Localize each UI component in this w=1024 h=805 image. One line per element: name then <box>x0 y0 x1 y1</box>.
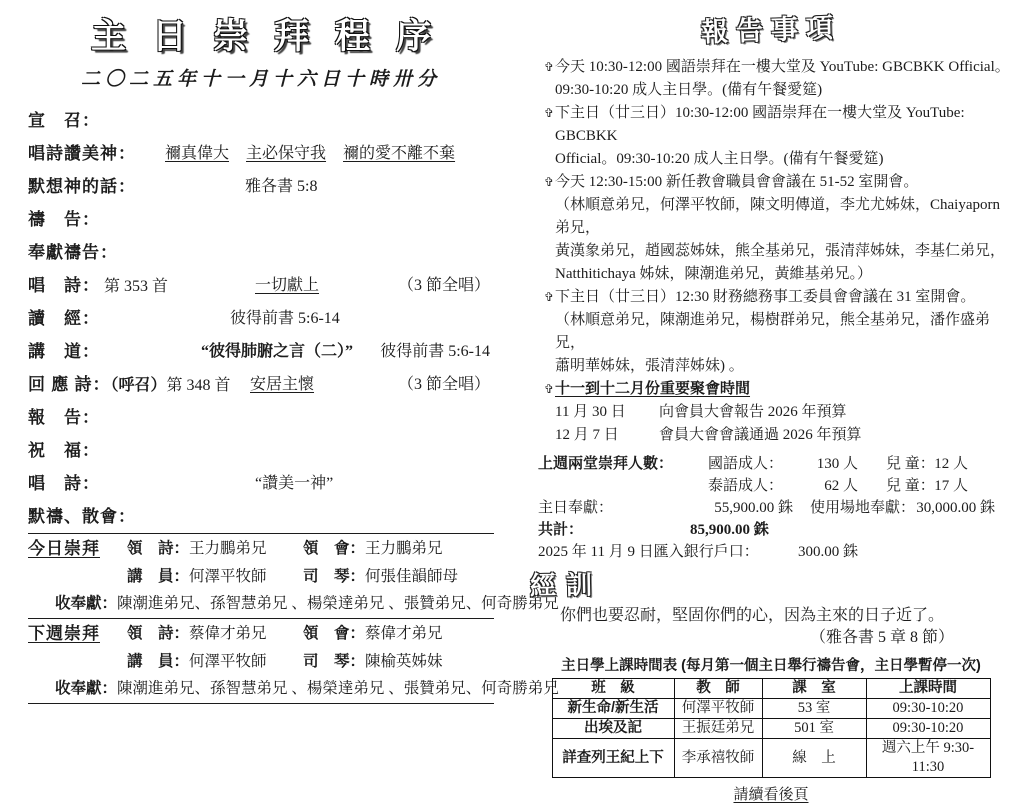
hymn-title: 禰的愛不離不棄 <box>343 145 456 162</box>
ushers: 收奉獻：陳潮進弟兄、孫智慧弟兄 、楊榮達弟兄 、張贊弟兄、何奇勝弟兄 <box>55 680 559 697</box>
announcements-list <box>528 56 1014 447</box>
announcement-item <box>528 286 1014 378</box>
rota-next-week <box>28 619 559 703</box>
sunday-school-title: 主日學上課時間表 (每月第一個主日舉行禱告會，主日學暫停一次) <box>561 658 981 674</box>
class-teacher: 李承禧牧師 <box>674 739 762 778</box>
report-label: 報 告： <box>28 408 100 427</box>
program-row-meditation <box>28 170 494 203</box>
worship-order-column <box>28 14 559 704</box>
col-header-class: 班 級 <box>552 679 674 699</box>
announcements-column <box>528 10 1014 805</box>
announcement-line: 下主日（廿三日）12:30 財務總務事工委員會會議在 31 室開會。 <box>555 289 976 305</box>
pianist: 司 琴：陳榆英姊妹 <box>303 653 443 670</box>
table-row <box>552 739 990 778</box>
response-number: 第 348 首 <box>166 377 231 394</box>
class-teacher: 何澤平牧師 <box>674 699 762 719</box>
cross-bullet-icon: ✞ <box>544 175 555 189</box>
closing-hymn-title: “讚美一神” <box>255 475 334 492</box>
announcement-line: Natthitichaya 姊妹，陳潮進弟兄，黃維基弟兄。） <box>555 266 873 282</box>
program-row-sermon <box>28 335 494 368</box>
presider: 領 會：王力鵬弟兄 <box>303 540 443 557</box>
sunday-offering-label: 主日奉獻： <box>538 500 614 516</box>
class-room: 501 室 <box>762 719 866 739</box>
call-label: 宣 召： <box>28 111 100 130</box>
hymn-title: 主必保守我 <box>246 145 327 162</box>
program-row-hymn <box>28 269 494 302</box>
program-row-closing-hymn <box>28 467 494 500</box>
announcement-line: 09:30-10:20 成人主日學。(備有午餐愛筵) <box>555 82 823 98</box>
meeting-row <box>555 424 1014 447</box>
program-row-response <box>28 368 494 401</box>
praise-label: 唱詩讚美神： <box>28 144 136 163</box>
scripture-lesson-heading: 經訓 <box>529 570 603 601</box>
hymn-note: （3 節全唱） <box>397 277 490 294</box>
announcement-item <box>528 56 1014 102</box>
col-header-teacher: 教 師 <box>674 679 762 699</box>
lead-hymn: 領 詩：王力鵬弟兄 <box>127 540 267 557</box>
announcement-item <box>528 171 1014 286</box>
children-count: 12 人 <box>934 456 968 472</box>
program-row-praise <box>28 137 494 170</box>
announcements-heading: 報告事項 <box>700 12 842 48</box>
hymn-title: 禰真偉大 <box>165 145 230 162</box>
program-row-report <box>28 401 494 434</box>
announcement-line: Official。09:30-10:20 成人主日學。(備有午餐愛筵) <box>555 151 884 167</box>
cross-bullet-icon: ✞ <box>544 106 555 120</box>
children-count: 17 人 <box>934 478 968 494</box>
announcement-line: （林順意弟兄，何澤平牧師，陳文明傳道，李尤尤姊妹，Chaiyaporn 弟兄， <box>555 197 1000 236</box>
class-room: 線 上 <box>762 739 866 778</box>
table-header-row <box>552 679 990 699</box>
announcement-item <box>528 102 1014 171</box>
scripture-label: 讀 經： <box>28 309 100 328</box>
offering-prayer-label: 奉獻禱告： <box>28 243 118 262</box>
children-label: 兒 童： <box>886 478 935 494</box>
table-row <box>552 699 990 719</box>
class-name: 新生命/新生活 <box>552 699 674 719</box>
statistics-block <box>528 453 1014 563</box>
cross-bullet-icon: ✞ <box>544 382 555 396</box>
scripture-lesson-block <box>528 563 1014 649</box>
presider: 領 會：蔡偉才弟兄 <box>303 625 443 642</box>
sunday-offering-amount: 55,900.00 銖 <box>714 500 793 516</box>
program-row-call <box>28 104 494 137</box>
class-teacher: 王振廷弟兄 <box>674 719 762 739</box>
col-header-room: 課 室 <box>762 679 866 699</box>
bank-transfer-label: 2025 年 11 月 9 日匯入銀行戶口： <box>538 544 759 560</box>
sermon-label: 講 道： <box>28 342 100 361</box>
divider-line <box>28 703 494 704</box>
meditation-label: 默想神的話： <box>28 177 136 196</box>
bank-transfer-amount: 300.00 銖 <box>798 544 859 560</box>
response-note: （3 節全唱） <box>397 376 490 393</box>
total-label: 共計： <box>538 522 584 538</box>
announcement-line: （林順意弟兄，陳潮進弟兄，楊樹群弟兄，熊全基弟兄，潘作盛弟兄， <box>555 312 991 351</box>
sermon-passage: 彼得前書 5:6-14 <box>380 343 490 360</box>
speaker: 講 員：何澤平牧師 <box>127 653 267 670</box>
class-name: 出埃及記 <box>552 719 674 739</box>
announcement-item-meetings <box>528 378 1014 447</box>
continue-note: 請續看後頁 <box>733 787 809 803</box>
order-of-service <box>28 104 494 533</box>
dismissal-label: 默禱、散會： <box>28 507 136 526</box>
thai-adults-label: 泰語成人： <box>708 478 784 494</box>
rota-today-heading: 今日崇拜 <box>28 539 100 558</box>
response-call: （呼召） <box>110 377 167 394</box>
ushers: 收奉獻：陳潮進弟兄、孫智慧弟兄 、楊榮達弟兄 、張贊弟兄、何奇勝弟兄 <box>55 595 559 612</box>
response-hymn-title: 安居主懷 <box>250 376 315 393</box>
meeting-event: 會員大會會議通過 2026 年預算 <box>659 427 862 443</box>
prayer-label: 禱 告： <box>28 210 100 229</box>
meetings-title: 十一到十二月份重要聚會時間 <box>555 381 751 397</box>
rota-next-week-heading: 下週崇拜 <box>28 624 100 643</box>
sunday-school-table <box>552 678 991 778</box>
hymn-number: 第 353 首 <box>104 278 169 295</box>
speaker: 講 員：何澤平牧師 <box>127 568 267 585</box>
rota-today <box>28 534 559 618</box>
venue-offering-label: 使用場地奉獻： <box>810 500 916 516</box>
sermon-title: “彼得肺腑之言（二）” <box>201 343 354 360</box>
closing-hymn-label: 唱 詩： <box>28 474 100 493</box>
scripture-reference: （雅各書 5 章 8 節） <box>809 629 954 646</box>
mandarin-adults-count: 130 人 <box>816 456 858 472</box>
announcement-line: 今天 12:30-15:00 新任教會職員會會議在 51-52 室開會。 <box>555 174 919 190</box>
class-room: 53 室 <box>762 699 866 719</box>
announcement-line: 蕭明華姊妹，張清萍姊妹) 。 <box>555 358 744 374</box>
children-label: 兒 童： <box>886 456 935 472</box>
total-amount: 85,900.00 銖 <box>690 522 769 538</box>
lead-hymn: 領 詩：蔡偉才弟兄 <box>127 625 267 642</box>
meeting-date: 11 月 30 日 <box>555 404 626 420</box>
scripture-passage: 彼得前書 5:6-14 <box>230 310 340 327</box>
page-title: 主日崇拜程序 <box>90 17 457 56</box>
table-row <box>552 719 990 739</box>
program-row-prayer <box>28 203 494 236</box>
response-label: 回 應 詩： <box>28 375 111 394</box>
program-row-offering-prayer <box>28 236 494 269</box>
program-row-benediction <box>28 434 494 467</box>
meditation-passage: 雅各書 5:8 <box>245 178 318 195</box>
class-time: 週六上午 9:30-11:30 <box>866 739 990 778</box>
class-name: 詳查列王紀上下 <box>552 739 674 778</box>
cross-bullet-icon: ✞ <box>544 60 555 74</box>
service-date: 二〇二五年十一月十六日十時卅分 <box>80 69 441 90</box>
announcement-line: 今天 10:30-12:00 國語崇拜在一樓大堂及 YouTube: GBCBKK Official。 <box>555 59 1010 75</box>
program-row-dismissal <box>28 500 494 533</box>
announcement-line: 下主日（廿三日）10:30-12:00 國語崇拜在一樓大堂及 YouTube: GBCBKK <box>555 105 965 144</box>
col-header-time: 上課時間 <box>866 679 990 699</box>
hymn-label: 唱 詩： <box>28 276 100 295</box>
attendance-label: 上週兩堂崇拜人數： <box>538 456 674 472</box>
thai-adults-count: 62 人 <box>824 478 858 494</box>
benediction-label: 祝 福： <box>28 441 100 460</box>
announcement-line: 黃漢象弟兄，趙國蕊姊妹，熊全基弟兄，張清萍姊妹，李基仁弟兄， <box>555 243 1006 259</box>
meeting-event: 向會員大會報告 2026 年預算 <box>659 404 847 420</box>
venue-offering-amount: 30,000.00 銖 <box>916 500 995 516</box>
cross-bullet-icon: ✞ <box>544 290 555 304</box>
scripture-verse: 你們也要忍耐，堅固你們的心，因為主來的日子近了。 <box>560 607 945 624</box>
praise-hymns <box>165 137 455 170</box>
class-time: 09:30-10:20 <box>866 699 990 719</box>
hymn-title: 一切獻上 <box>255 277 320 294</box>
class-time: 09:30-10:20 <box>866 719 990 739</box>
mandarin-adults-label: 國語成人： <box>708 456 784 472</box>
meeting-row <box>555 401 1014 424</box>
program-row-scripture <box>28 302 494 335</box>
pianist: 司 琴：何張佳韻師母 <box>303 568 459 585</box>
meeting-date: 12 月 7 日 <box>555 427 619 443</box>
